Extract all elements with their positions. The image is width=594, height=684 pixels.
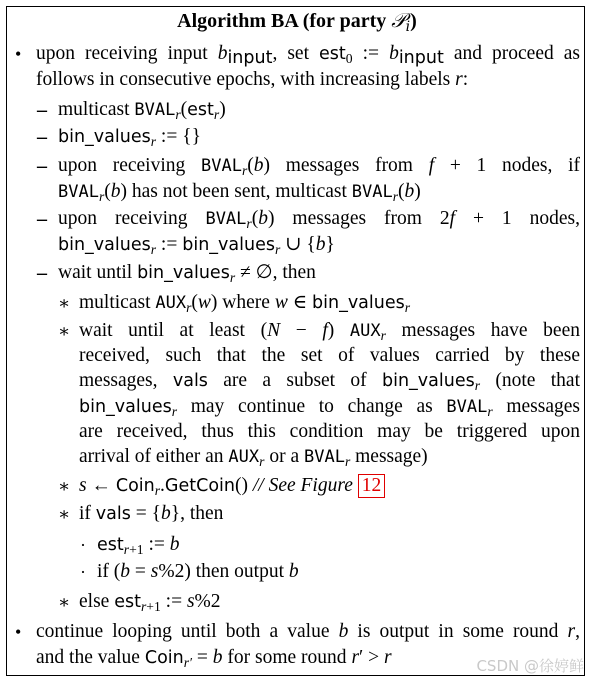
bullet-marker: • — [15, 622, 22, 642]
item-2-line-0: bin_values$_r$ := {} — [58, 126, 201, 149]
item-7-line-5: arrival of either an $AUX_r$ or a $BVAL_r$ message) — [79, 446, 428, 469]
star-marker: ∗ — [58, 504, 71, 524]
item-3-line-1: $BVAL_r(b)$ has not been sent, multicast $BVAL_r(b)$ — [58, 181, 421, 204]
item-11-line-0: if (b = s%2) then output b — [97, 561, 299, 582]
item-13-line-1: and the value Coin$_{r'}$ = b for some round r′ > r — [36, 647, 392, 670]
dash-marker: – — [37, 208, 47, 230]
dash-marker: – — [37, 262, 47, 284]
dot-marker: · — [80, 535, 86, 555]
dash-marker: – — [37, 155, 47, 177]
dash-marker: – — [37, 126, 47, 148]
item-7-line-4: are received, thus this condition may be triggered upon — [79, 421, 580, 442]
item-4-line-0: upon receiving $BVAL_r(b)$ messages from 2f + 1 nodes, — [58, 208, 580, 231]
item-12-line-0: else est$_{r+1}$ := s%2 — [79, 591, 221, 614]
dash-marker: – — [37, 99, 47, 121]
item-0-line-0: upon receiving input $b_{input}$, set est$_0$ := $b_{input}$ and proceed as — [36, 43, 580, 68]
figure-reference-link[interactable]: 12 — [358, 474, 386, 498]
dot-marker: · — [80, 562, 86, 582]
item-3-line-0: upon receiving $BVAL_r(b)$ messages from f + 1 nodes, if — [58, 155, 581, 178]
item-9-line-0: if vals = {b}, then — [79, 503, 224, 524]
item-7-line-3: bin_values$_r$ may continue to change as $BVAL_r$ messages — [79, 396, 580, 419]
item-10-line-0: est$_{r+1}$ := b — [97, 534, 180, 557]
item-0-line-1: follows in consecutive epochs, with increasing labels r: — [36, 69, 469, 90]
bullet-marker: • — [15, 44, 22, 64]
star-marker: ∗ — [58, 321, 71, 341]
item-5-line-0: wait until bin_values$_r$ ≠ ∅, then — [58, 262, 316, 285]
item-8-line-0: s ← Coin$_r$.GetCoin() // See Figure 12 — [79, 473, 385, 499]
watermark: CSDN @徐婷鲜 — [476, 657, 584, 675]
item-6-line-0: multicast $AUX_r(w)$ where w ∈ bin_values$_r$ — [79, 292, 411, 315]
star-marker: ∗ — [58, 293, 71, 313]
algorithm-title: Algorithm BA (for party 𝒫$_i$) — [177, 8, 417, 35]
item-4-line-1: bin_values$_r$ := bin_values$_r$ ∪ {b} — [58, 234, 335, 257]
item-13-line-0: continue looping until both a value b is output in some round r, — [36, 621, 580, 642]
item-1-line-0: multicast $BVAL_r(est_r)$ — [58, 99, 226, 122]
star-marker: ∗ — [58, 476, 71, 496]
star-marker: ∗ — [58, 592, 71, 612]
item-7-line-2: messages, vals are a subset of bin_values$_r$ (note that — [79, 370, 581, 393]
item-7-line-0: wait until at least (N − f) $AUX_r$ messages have been — [79, 320, 580, 343]
item-7-line-1: received, such that the set of values carried by these — [79, 345, 580, 366]
